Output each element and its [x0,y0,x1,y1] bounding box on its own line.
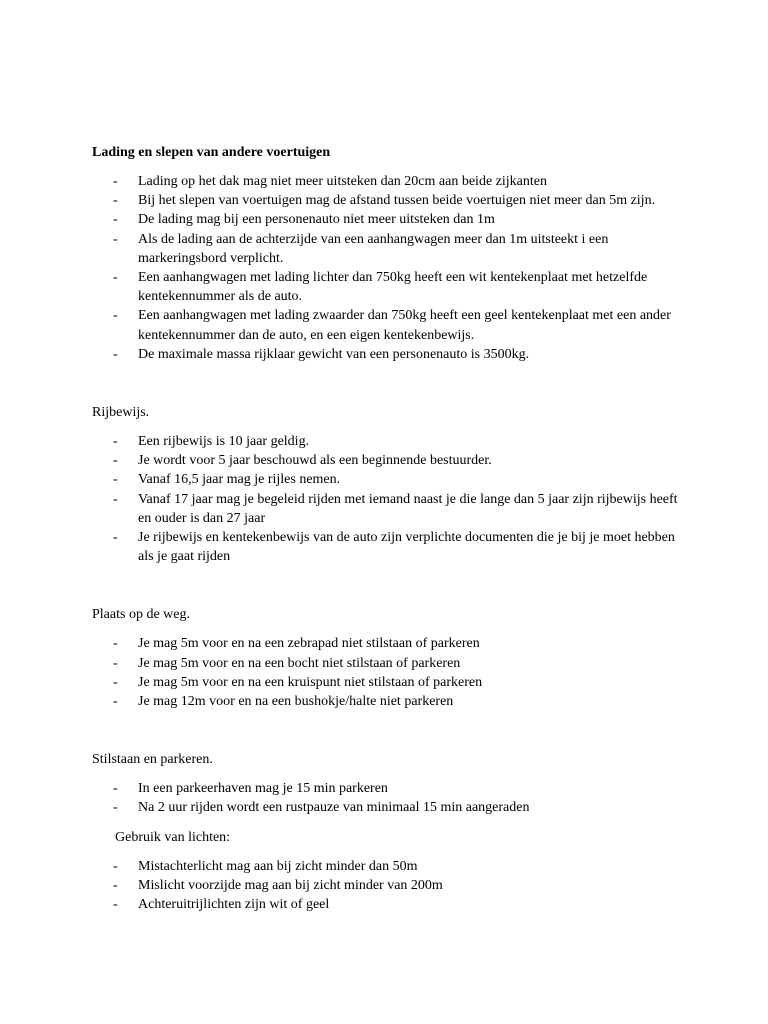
bullet-dash: - [113,858,118,874]
list-item: - Je mag 12m voor en na een bushokje/halte niet parkeren [92,692,682,711]
list-item: - Een aanhangwagen met lading lichter dan 750kg heeft een wit kentekenplaat met hetzelfde kentekennummer als de auto. [113,270,648,305]
bullet-dash: - [113,212,118,228]
list-item: - Je mag 5m voor en na een kruispunt niet stilstaan of parkeren [92,673,682,692]
bullet-dash: - [113,491,118,507]
list-item: - Mistachterlicht mag aan bij zicht minder dan 50m [92,857,682,876]
bullet-dash: - [113,800,118,816]
list-item: - Je mag 5m voor en na een zebrapad niet stilstaan of parkeren [92,634,682,653]
bullet-dash: - [113,174,118,189]
bullet-dash: - [113,308,118,324]
bullet-dash: - [113,434,118,450]
bullet-dash: - [113,530,118,546]
section-title-lading: Lading en slepen van andere voertuigen [92,145,331,160]
bullet-dash: - [113,877,118,893]
list-item: - Je mag 5m voor en na een bocht niet stilstaan of parkeren [92,654,682,673]
list-stilstaan [92,779,682,817]
list-item: - Bij het slepen van voertuigen mag de afstand tussen beide voertuigen niet meer dan 5m zijn. [92,191,682,210]
section-title-plaats: Plaats op de weg. [92,607,190,623]
sub-title-lichten: Gebruik van lichten: [115,829,231,845]
bullet-dash: - [113,636,118,652]
bullet-dash: - [113,453,118,469]
list-item: - In een parkeerhaven mag je 15 min parkeren [92,779,682,798]
list-item: - Mislicht voorzijde mag aan bij zicht minder van 200m [92,876,682,895]
list-item: - Een rijbewijs is 10 jaar geldig. [92,432,682,451]
bullet-dash: - [113,193,118,209]
list-lading [92,172,682,364]
bullet-dash: - [113,472,118,488]
list-item: - De lading mag bij een personenauto niet meer uitsteken dan 1m [92,210,682,229]
list-rijbewijs [92,432,682,566]
bullet-dash: - [113,655,118,671]
bullet-dash: - [113,270,118,286]
list-item: - Je wordt voor 5 jaar beschouwd als een beginnende bestuurder. [92,451,682,470]
list-item: - Een aanhangwagen met lading zwaarder dan 750kg heeft een geel kentekenplaat met een ander kentekennummer dan de auto, en een eigen kentekenbewijs. [113,308,671,343]
list-item: - Achteruitrijlichten zijn wit of geel [92,895,682,914]
list-item: - Vanaf 17 jaar mag je begeleid rijden met iemand naast je die lange dan 5 jaar zijn rijbewijs heeft en ouder is dan 27 jaar [113,491,678,526]
document-page [92,143,682,914]
section-title-stilstaan: Stilstaan en parkeren. [92,752,213,768]
list-item: - Lading op het dak mag niet meer uitsteken dan 20cm aan beide zijkanten [92,172,682,191]
list-item: - De maximale massa rijklaar gewicht van een personenauto is 3500kg. [92,345,682,364]
list-plaats [92,634,682,711]
bullet-dash: - [113,781,118,797]
bullet-dash: - [113,674,118,690]
section-title-rijbewijs: Rijbewijs. [92,405,150,421]
list-lichten [92,857,682,915]
list-item: - Je rijbewijs en kentekenbewijs van de auto zijn verplichte documenten die je bij je moet hebben als je gaat rijden [113,530,675,565]
list-item: - Als de lading aan de achterzijde van een aanhangwagen meer dan 1m uitsteekt i een markeringsbord verplicht. [113,231,609,266]
list-item: - Na 2 uur rijden wordt een rustpauze van minimaal 15 min aangeraden [92,798,682,817]
bullet-dash: - [113,897,118,913]
bullet-dash: - [113,231,118,247]
bullet-dash: - [113,694,118,710]
list-item: - Vanaf 16,5 jaar mag je rijles nemen. [92,470,682,489]
bullet-dash: - [113,346,118,362]
